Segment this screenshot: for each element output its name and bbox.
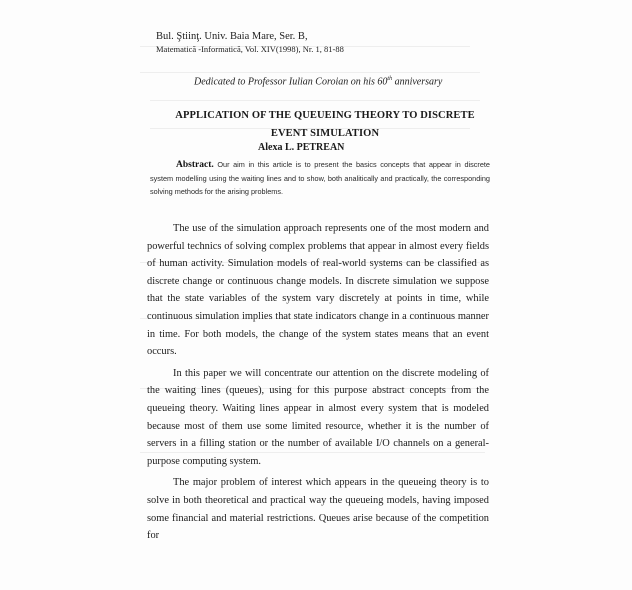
abstract-text: Our aim in this article is to present the basics concepts that appear in discrete system modelling using the waiting lines and to show, both analitically and practically, the corresponding solving methods for the arising problems.: [150, 160, 490, 196]
paper-title: APPLICATION OF THE QUEUEING THEORY TO DISCRETE EVENT SIMULATION: [175, 110, 475, 139]
dedication-tail: anniversary: [392, 76, 443, 88]
abstract-label: Abstract.: [176, 160, 214, 170]
dedication: [194, 76, 442, 87]
body-paragraph: In this paper we will concentrate our attention on the discrete modeling of the waiting lines (queues), using for this purpose abstract concepts from the queueing theory. Waiting lines appear in almost every system that is modeled because most of them use some limited resource, whether it is the number of servers in a filling station or the number of available I/O channels on a general-purpose computing system.: [147, 367, 489, 467]
abstract: [150, 158, 490, 198]
paper-author: Alexa L. PETREAN: [258, 142, 345, 153]
body-text: [147, 220, 489, 549]
journal-header: [156, 30, 344, 56]
bleed-through-line: [150, 100, 480, 101]
journal-header-line1: Bul. Ştiinţ. Univ. Baia Mare, Ser. B,: [156, 31, 308, 42]
body-paragraph: The use of the simulation approach represents one of the most modern and powerful technics of solving complex problems that appear in almost every fields of human activity. Simulation models of real-world systems can be classified as discrete change or continuous change models. In discrete simulation we suppose that the state variables of the system vary discretely at points in time, while continuous simulation implies that state indicators change in a continuous manner in time. For both models, the change of the system states means that an event occurs.: [147, 223, 489, 358]
body-paragraph: The major problem of interest which appears in the queueing theory is to solve in both theoretical and practical way the queueing models, having imposed some financial and material restrictions. Queues arise because of the competition for: [147, 477, 489, 542]
dedication-text: Dedicated to Professor Iulian Coroian on his 60: [194, 76, 388, 88]
bleed-through-line: [140, 72, 480, 73]
journal-header-line2: Matematică -Informatică, Vol. XIV(1998), Nr. 1, 81-88: [156, 44, 344, 54]
dedication-superscript: th: [387, 76, 393, 82]
